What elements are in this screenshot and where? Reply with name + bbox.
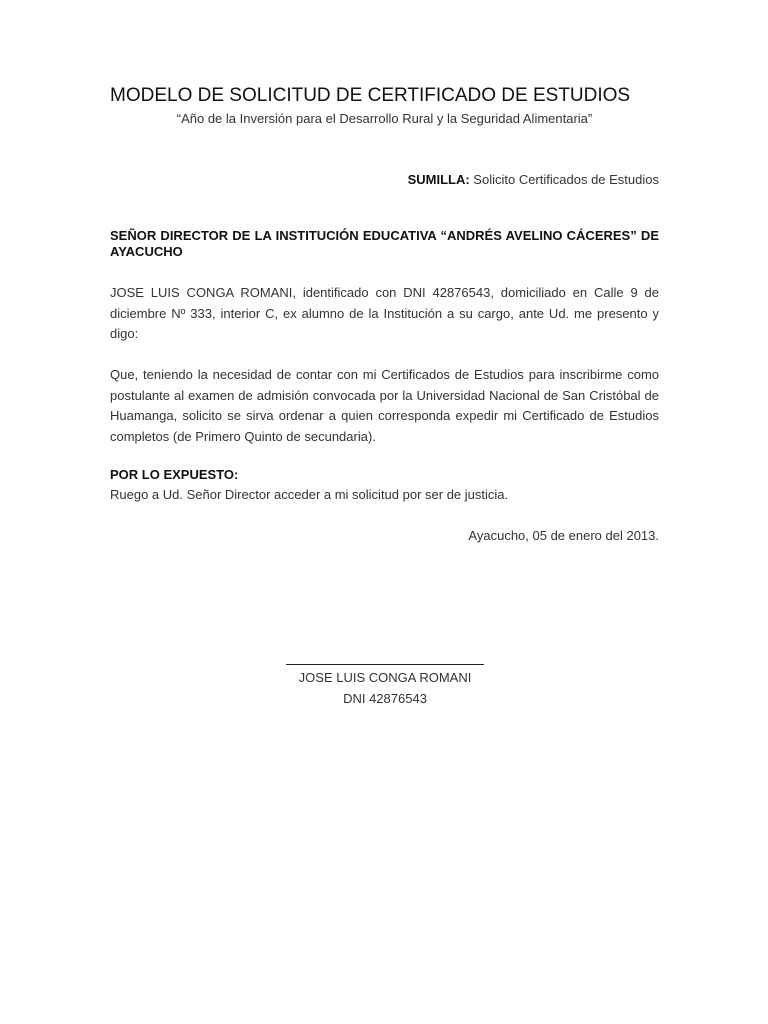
signature-name: JOSE LUIS CONGA ROMANI [298,670,472,685]
signature-line [286,664,484,665]
sumilla-label: SUMILLA: [407,172,470,187]
date-line: Ayacucho, 05 de enero del 2013. [468,528,659,543]
sumilla-text: Solicito Certificados de Estudios [473,172,659,187]
expuesto-label: POR LO EXPUESTO: [110,467,239,482]
ruego-text: Ruego a Ud. Señor Director acceder a mi solicitud por ser de justicia. [110,487,509,502]
document-title: MODELO DE SOLICITUD DE CERTIFICADO DE ESTUDIOS [110,85,631,106]
intro-paragraph: JOSE LUIS CONGA ROMANI, identificado con DNI 42876543, domiciliado en Calle 9 de diciembre Nº 333, interior C, ex alumno de la Institución a su cargo, ante Ud. me presento y digo: [110,285,659,341]
sumilla [408,172,659,187]
signature-dni: DNI 42876543 [343,691,427,706]
addressee: SEÑOR DIRECTOR DE LA INSTITUCIÓN EDUCATIVA “ANDRÉS AVELINO CÁCERES” DE AYACUCHO [110,228,659,259]
body-paragraph: Que, teniendo la necesidad de contar con mi Certificados de Estudios para inscribirme como postulante al examen de admisión convocada por la Universidad Nacional de San Cristóbal de Huamanga, solicito se sirva ordenar a quien corresponda expedir mi Certificado de Estudios completos (de Primero Quinto de secundaria). [110,367,659,444]
year-motto: “Año de la Inversión para el Desarrollo Rural y la Seguridad Alimentaria” [176,111,593,126]
